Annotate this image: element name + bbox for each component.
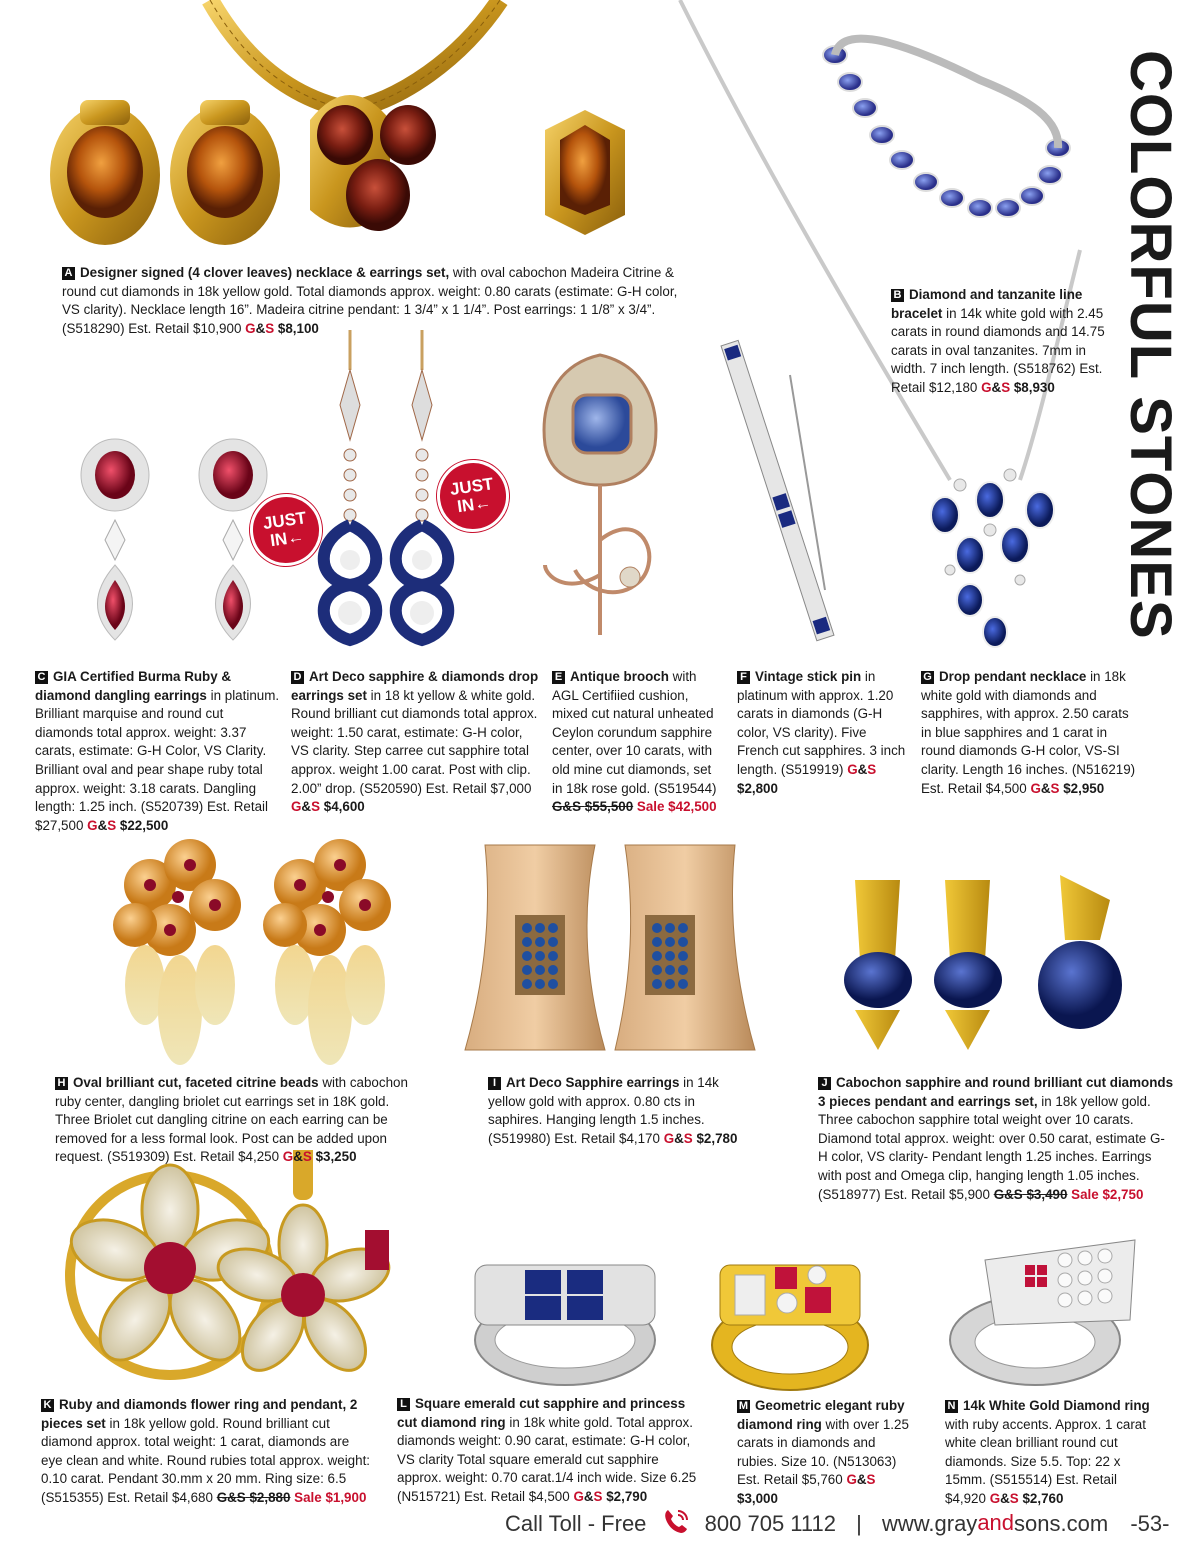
sale-price: Sale $2,750	[1071, 1186, 1144, 1202]
item-price: $4,600	[323, 799, 365, 815]
item-price: $2,800	[737, 780, 778, 796]
item-title: Designer signed (4 clover leaves) necklace & earrings set,	[80, 265, 450, 280]
item-m-description: M Geometric elegant ruby diamond ring with over 1.25 carats in diamonds and rubies. Size 10. (N513063) Est. Retail $5,760 G&S $3,000	[737, 1398, 909, 1506]
item-price: $22,500	[119, 817, 169, 833]
item-i-description: I Art Deco Sapphire earrings in 14k yellow gold with approx. 0.80 cts in saphires. Hanging length 1.5 inches. (S519980) Est. Retail $4,170 G&S $2,780	[488, 1075, 738, 1146]
item-n-description: N 14k White Gold Diamond ring with ruby accents. Approx. 1 carat white clean brilliant round cut diamonds. Size 5.5. Top: 22 x 15mm. (S515514) Est. Retail $4,920 G&S $2,760	[945, 1398, 1150, 1506]
item-d-description: D Art Deco sapphire & diamonds drop earrings set in 18 kt yellow & white gold. Round brilliant cut diamonds total approx. weight: 1.50 carat, estimate: G-H color, VS clarity. Step carree cut sapphire total approx. weight 1.00 carat. Post with clip. 2.00” drop. (S520590) Est. Retail $7,000 G&S $4,600	[291, 669, 539, 815]
photo-antique-brooch-e	[535, 345, 675, 645]
page-number: -53-	[1130, 1511, 1170, 1536]
photo-vintage-stick-pin-f	[710, 335, 850, 650]
phone-number[interactable]: 800 705 1112	[704, 1511, 836, 1536]
item-price: $3,000	[737, 1490, 778, 1506]
item-price: $8,930	[1013, 379, 1055, 395]
item-f-description: F Vintage stick pin in platinum with approx. 1.20 carats in diamonds (G-H color, VS clarity). Five French cut sapphires. 3 inch length. (S519919) G&S $2,800	[737, 669, 906, 796]
call-toll-free-label: Call Toll - Free	[505, 1511, 647, 1536]
item-price: $2,780	[696, 1130, 738, 1146]
sale-price: Sale $1,900	[294, 1489, 367, 1505]
just-in-badge-c: JUST IN←	[245, 489, 326, 570]
item-j-description: J Cabochon sapphire and round brilliant cut diamonds 3 pieces pendant and earrings set, in 18k yellow gold. Three cabochon sapphire total weight over 10 carats. Diamond total approx. weight: over 0.50 carat, estimate G-H color, VS clarity- Pendant length 1.25 inches. Earrings with post and Omega clip, hanging length 1.05 inches. (S518977) Est. Retail $5,900 G&S $3,490 Sale $2,750	[818, 1075, 1174, 1202]
photo-ruby-flower-ring-pendant-k	[55, 1150, 395, 1390]
just-in-badge-d: JUST IN←	[432, 455, 513, 536]
website-link[interactable]: www.grayandsons.com	[881, 1510, 1109, 1537]
item-c-description: C GIA Certified Burma Ruby & diamond dangling earrings in platinum. Brilliant marquise and round cut diamonds total approx. weight: 3.37 carats, estimate: G-H Color, VS Clarity. Brilliant oval and pear shape ruby total approx. weight: 3.18 carats. Dangling length: 1.25 inch. (S520739) Est. Retail $27,500 G&S $22,500	[35, 669, 280, 833]
photo-citrine-earrings-h	[110, 835, 420, 1070]
photo-necklace-earrings-ring-a	[40, 0, 660, 255]
footer-separator: |	[856, 1511, 862, 1536]
item-g-description: G Drop pendant necklace in 18k white gold with diamonds and sapphires, with approx. 2.50 carats in blue sapphires and 1 carat in round diamonds G-H color, VS-SI clarity. Length 16 inches. (N516219) Est. Retail $4,500 G&S $2,950	[921, 669, 1136, 796]
photo-sapphire-princess-ring-l	[465, 1240, 665, 1390]
photo-cabochon-sapphire-set-j	[840, 870, 1130, 1060]
sale-price: Sale $42,500	[636, 799, 717, 815]
item-price: $2,760	[1022, 1490, 1064, 1506]
item-l-description: L Square emerald cut sapphire and princess cut diamond ring in 18k white gold. Total approx. diamonds weight: 0.90 carat, estimate: G-H color, VS clarity Total square emerald cut sapphire approx. weight: 0.70 carat.1/4 inch wide. Size 6.25 (N515721) Est. Retail $4,500 G&S $2,790	[397, 1396, 697, 1504]
footer	[505, 1506, 1195, 1538]
photo-ruby-earrings-c	[70, 430, 270, 650]
item-a-description: A Designer signed (4 clover leaves) necklace & earrings set, with oval cabochon Madeira Citrine & round cut diamonds in 18k yellow gold. Total diamonds approx. weight: 0.80 carats (estimate: G-H color, VS clarity). Necklace length 16”. Madeira citrine pendant: 1 3/4” x 1 1/4”. Post earrings: 1 1/8” x 3/4”. (S518290) Est. Retail $10,900 G&S $8,100	[62, 265, 678, 336]
item-price: $3,250	[315, 1149, 357, 1165]
item-b-description: B Diamond and tanzanite line bracelet in 14k white gold with 2.45 carats in round diamonds and 14.75 carats in oval tanzanites. 7mm in width. 7 inch length. (S518762) Est. Retail $12,180 G&S $8,930	[891, 287, 1105, 395]
phone-icon	[661, 1506, 691, 1542]
item-price: $2,790	[606, 1488, 648, 1504]
item-h-description: H Oval brilliant cut, faceted citrine beads with cabochon ruby center, dangling briolet cut earrings set in 18K gold. Three Briolet cut dangling citrine on each earring can be removed for a less formal look. Post can be added upon request. (S519309) Est. Retail $4,250 G&S $3,250	[55, 1075, 408, 1165]
section-title: COLORFUL STONES	[1118, 50, 1183, 640]
item-price: $8,100	[277, 320, 319, 336]
item-k-description: K Ruby and diamonds flower ring and pendant, 2 pieces set in 18k yellow gold. Round brilliant cut diamond approx. total weight: 1 carat, diamonds are eye clean and white. Round rubies total approx. weight: 0.10 carat. Pendant 30.mm x 20 mm. Ring size: 6.5 (S515355) Est. Retail $4,680 G&S $2,880 Sale $1,900	[41, 1397, 371, 1505]
photo-geometric-ruby-ring-m	[705, 1255, 875, 1395]
item-body: with oval cabochon Madeira Citrine & round cut diamonds in 18k yellow gold. Total diamonds approx. weight: 0.80 carats (estimate: G-H color, VS clarity). Necklace length 16”. Madeira citrine pendant: 1 3/4” x 1 1/4”. Post earrings: 1 1/8” x 3/4”. (S518290) Est. Retail $10,900	[62, 265, 678, 336]
photo-art-deco-sapphire-earrings-i	[455, 840, 765, 1055]
photo-white-gold-diamond-ring-n	[945, 1230, 1145, 1390]
item-e-description: E Antique brooch with AGL Certifiied cushion, mixed cut natural unheated Ceylon corundum sapphire center, over 10 carats, with old mine cut diamonds, set in 18k rose gold. (S519544) G&S $55,500 Sale $42,500	[552, 669, 717, 815]
item-letter: A	[62, 267, 75, 280]
photo-art-deco-drop-earrings-d	[315, 330, 455, 650]
item-price: $2,950	[1063, 780, 1105, 796]
